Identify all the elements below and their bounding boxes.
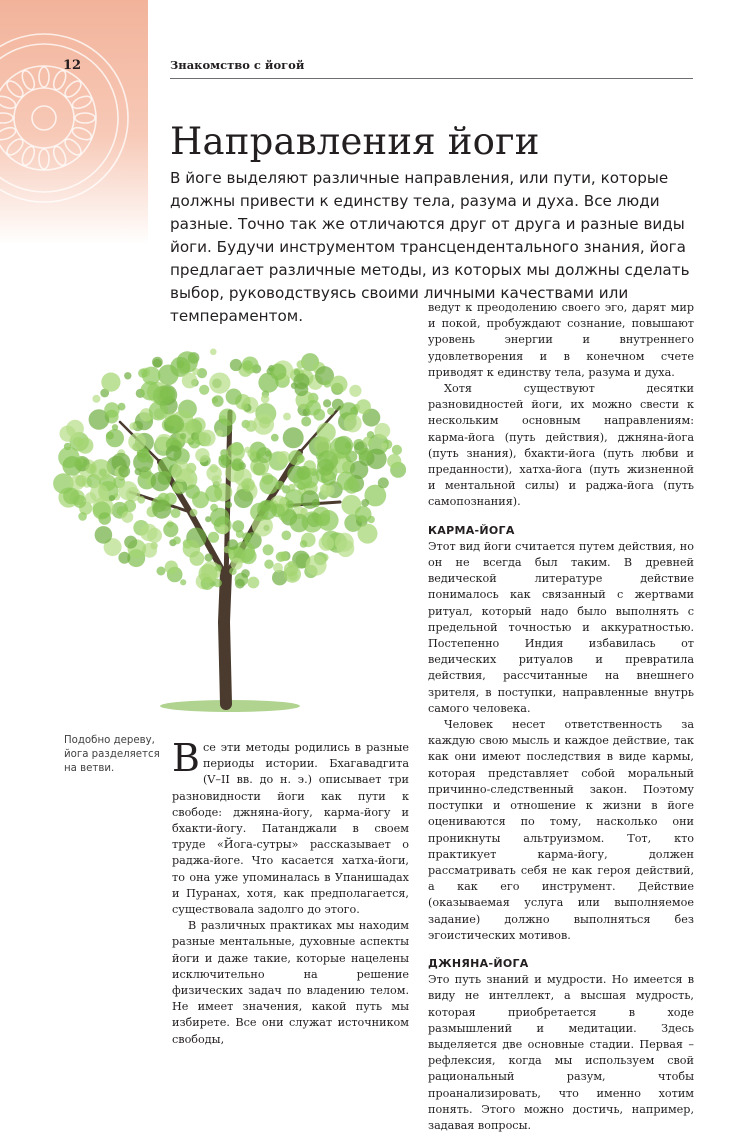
body-paragraph: Человек несет ответственность за каждую свою мысль и каждое действие, так как они имеют последствия в виде кармы, которая представляет собой моральный причинно-следственный закон. Поэтому поступки и отношение к жизни в йоге оцениваются по тому, насколько они проникнуты альтруизмом. Тот, кто практикует карма-йогу, должен рассматривать себя не как героя действий, а как его инструмент. Действие (оказываемая услуга или выполняемое задание) должно выполняться без эгоистических мотивов. <box>428 718 694 942</box>
body-paragraph: В различных практиках мы находим разные ментальные, духовные аспекты йоги и даже такие, которые нацелены исключительно на решение физических задач по владению телом. Не имеет значения, какой путь мы избирете. Все они служат источником свободы, <box>172 919 409 1046</box>
left-column <box>172 736 409 1048</box>
image-caption: Подобно дереву, йога разделяется на ветви. <box>64 735 160 774</box>
body-paragraph: Хотя существуют десятки разновидностей йоги, их можно свести к нескольким основным направлениям: карма-йога (путь действия), джняна-йога (путь знания), бхакти-йога (путь любви и преданности), хатха-йога (путь жизненной и ментальной силы) и раджа-йога (путь самопознания). <box>428 382 694 509</box>
body-paragraph: Все эти методы родились в разные периоды истории. Бхагавадгита (V–II вв. до н. э.) описывает три разновидности йоги как пути к свободе: джняна-йогу, карма-йогу и бхакти-йогу. Патанджали в своем труде «Йога-сутры» рассказывает о раджа-йоге. Что касается хатха-йоги, то она уже упоминалась в Упанишадах и Пуранах, хотя, как предполагается, существовала задолго до этого. <box>172 736 409 917</box>
mandala-ornament-icon <box>0 28 134 208</box>
section-heading-karma-yoga: КАРМА-ЙОГА <box>428 523 515 537</box>
page-title: Направления йоги <box>170 120 540 163</box>
drop-cap: В <box>172 736 200 780</box>
body-paragraph: ведут к преодолению своего эго, дарят мир и покой, пробуждают сознание, повышают уровень энергии и внутреннего удовлетворения и в конечном счете приводят к единству тела, разума и духа. <box>428 301 694 379</box>
lead-paragraph: В йоге выделяют различные направления, или пути, которые должны привести к единству тела, разума и духа. Все люди разные. Точно так же отличаются друг от друга и разные виды йоги. Будучи инструментом трансцендентального знания, йога предлагает различные методы, из которых мы должны сделать выбор, руководствуясь своими личными качествами или темпераментом. <box>170 169 690 325</box>
section-heading-jnana-yoga: ДЖНЯНА-ЙОГА <box>428 956 529 970</box>
tree-illustration <box>40 292 420 722</box>
body-paragraph: Этот вид йоги считается путем действия, но он не всегда был таким. В древней ведической литературе действие понималось как связанный с жертвами ритуал, который надо было выполнять с предельной точностью и аккуратностью. Постепенно Индия избавилась от ведических ритуалов и превратила действия, рассчитанные на внешнего зрителя, в поступки, направленные внутрь самого человека. <box>428 539 694 715</box>
right-column <box>428 300 694 1134</box>
page-number: 12 <box>63 58 82 73</box>
body-paragraph: Это путь знаний и мудрости. Но имеется в виду не интеллект, а высшая мудрость, которая приобретается в ходе размышлений и медитации. Здесь выделяется две основные стадии. Первая – рефлексия, когда мы используем свой рациональный разум, чтобы проанализировать, что именно хотим понять. Этого можно достичь, например, задавая вопросы. <box>428 973 694 1132</box>
decorative-corner <box>0 0 148 245</box>
header-rule <box>170 78 693 79</box>
running-header: Знакомство с йогой <box>170 58 305 72</box>
tree-foliage <box>53 349 406 591</box>
